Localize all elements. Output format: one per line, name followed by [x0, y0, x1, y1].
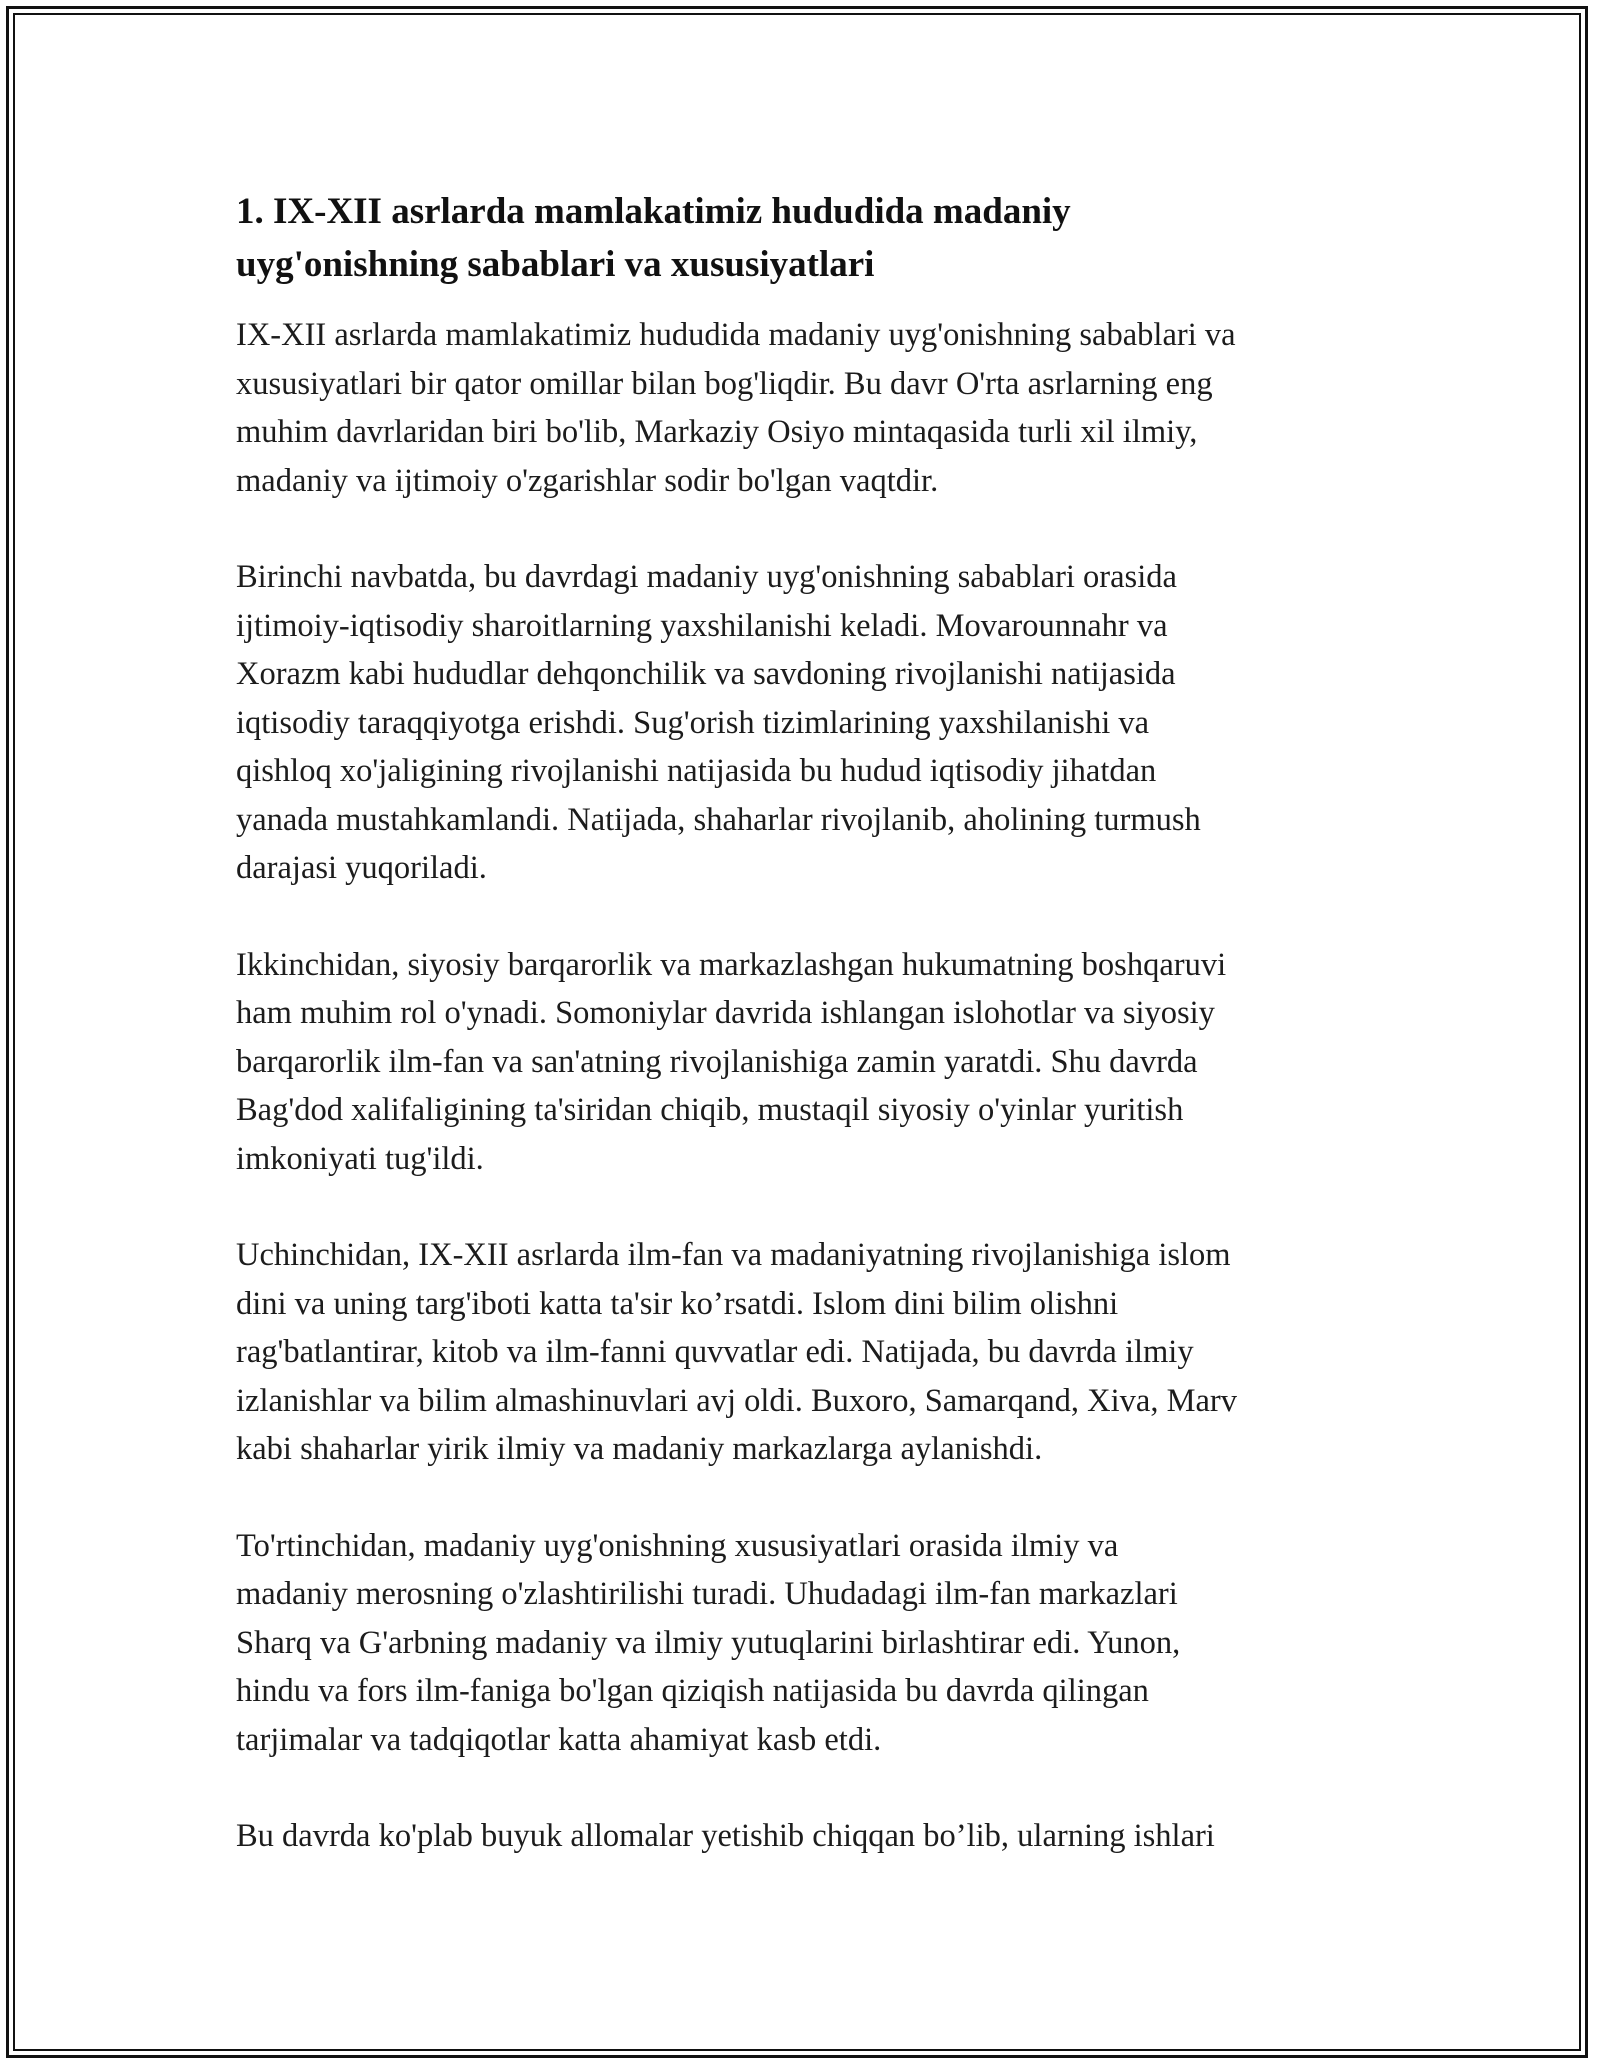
text-line: Uchinchidan, IX-XII asrlarda ilm-fan va madaniyatning rivojlanishiga islom	[236, 1237, 1231, 1273]
title-line: 1. IX-XII asrlarda mamlakatimiz hududida madaniy	[236, 191, 1071, 232]
text-line: yanada mustahkamlandi. Natijada, shaharlar rivojlanib, aholining turmush	[236, 801, 1201, 838]
text-line: tarjimalar va tadqiqotlar katta ahamiyat kasb etdi.	[236, 1721, 882, 1758]
text-line: xususiyatlari bir qator omillar bilan bog'liqdir. Bu davr O'rta asrlarning eng	[236, 365, 1213, 402]
paragraph-scholars	[236, 1812, 1386, 1861]
text-line: darajasi yuqoriladi.	[236, 850, 487, 886]
text-line: izlanishlar va bilim almashinuvlari avj oldi. Buxoro, Samarqand, Xiva, Marv	[236, 1382, 1237, 1419]
text-line: madaniy merosning o'zlashtirilishi turadi. Uhudadagi ilm-fan markazlari	[236, 1576, 1178, 1612]
document-title	[236, 185, 1386, 291]
text-line: iqtisodiy taraqqiyotga erishdi. Sug'orish tizimlarining yaxshilanishi va	[236, 704, 1150, 741]
title-line: uyg'onishning sabablari va xususiyatlari	[236, 244, 875, 285]
paragraph-intro	[236, 311, 1386, 505]
text-line: Bag'dod xalifaligining ta'siridan chiqib, mustaqil siyosiy o'yinlar yuritish	[236, 1092, 1184, 1128]
text-line: Ikkinchidan, siyosiy barqarorlik va markazlashgan hukumatning boshqaruvi	[236, 946, 1227, 983]
text-line: madaniy va ijtimoiy o'zgarishlar sodir bo'lgan vaqtdir.	[236, 462, 939, 499]
text-line: To'rtinchidan, madaniy uyg'onishning xususiyatlari orasida ilmiy va	[236, 1527, 1119, 1564]
text-line: ham muhim rol o'ynadi. Somoniylar davrida ishlangan islohotlar va siyosiy	[236, 995, 1215, 1031]
text-line: kabi shaharlar yirik ilmiy va madaniy markazlarga aylanishdi.	[236, 1431, 1043, 1467]
text-line: dini va uning targ'iboti katta ta'sir ko’rsatdi. Islom dini bilim olishni	[236, 1285, 1119, 1322]
document-body	[236, 185, 1386, 1909]
text-line: muhim davrlaridan biri bo'lib, Markaziy Osiyo mintaqasida turli xil ilmiy,	[236, 414, 1198, 450]
text-line: Sharq va G'arbning madaniy va ilmiy yutuqlarini birlashtirar edi. Yunon,	[236, 1624, 1181, 1661]
text-line: barqarorlik ilm-fan va san'atning rivojlanishiga zamin yaratdi. Shu davrda	[236, 1043, 1198, 1080]
text-line: Birinchi navbatda, bu davrdagi madaniy uyg'onishning sabablari orasida	[236, 559, 1177, 595]
paragraph-second-reason	[236, 941, 1386, 1184]
text-line: Bu davrda ko'plab buyuk allomalar yetishib chiqqan bo’lib, ularning ishlari	[236, 1818, 1215, 1854]
text-line: imkoniyati tug'ildi.	[236, 1140, 484, 1177]
paragraph-third-reason	[236, 1231, 1386, 1474]
text-line: hindu va fors ilm-faniga bo'lgan qiziqish natijasida bu davrda qilingan	[236, 1673, 1149, 1709]
text-line: Xorazm kabi hududlar dehqonchilik va savdoning rivojlanishi natijasida	[236, 656, 1176, 692]
paragraph-first-reason	[236, 553, 1386, 893]
text-line: rag'batlantirar, kitob va ilm-fanni quvvatlar edi. Natijada, bu davrda ilmiy	[236, 1334, 1194, 1370]
paragraph-fourth-reason	[236, 1522, 1386, 1765]
text-line: qishloq xo'jaligining rivojlanishi natijasida bu hudud iqtisodiy jihatdan	[236, 753, 1157, 789]
text-line: IX-XII asrlarda mamlakatimiz hududida madaniy uyg'onishning sabablari va	[236, 317, 1236, 353]
text-line: ijtimoiy-iqtisodiy sharoitlarning yaxshilanishi keladi. Movarounnahr va	[236, 607, 1168, 644]
